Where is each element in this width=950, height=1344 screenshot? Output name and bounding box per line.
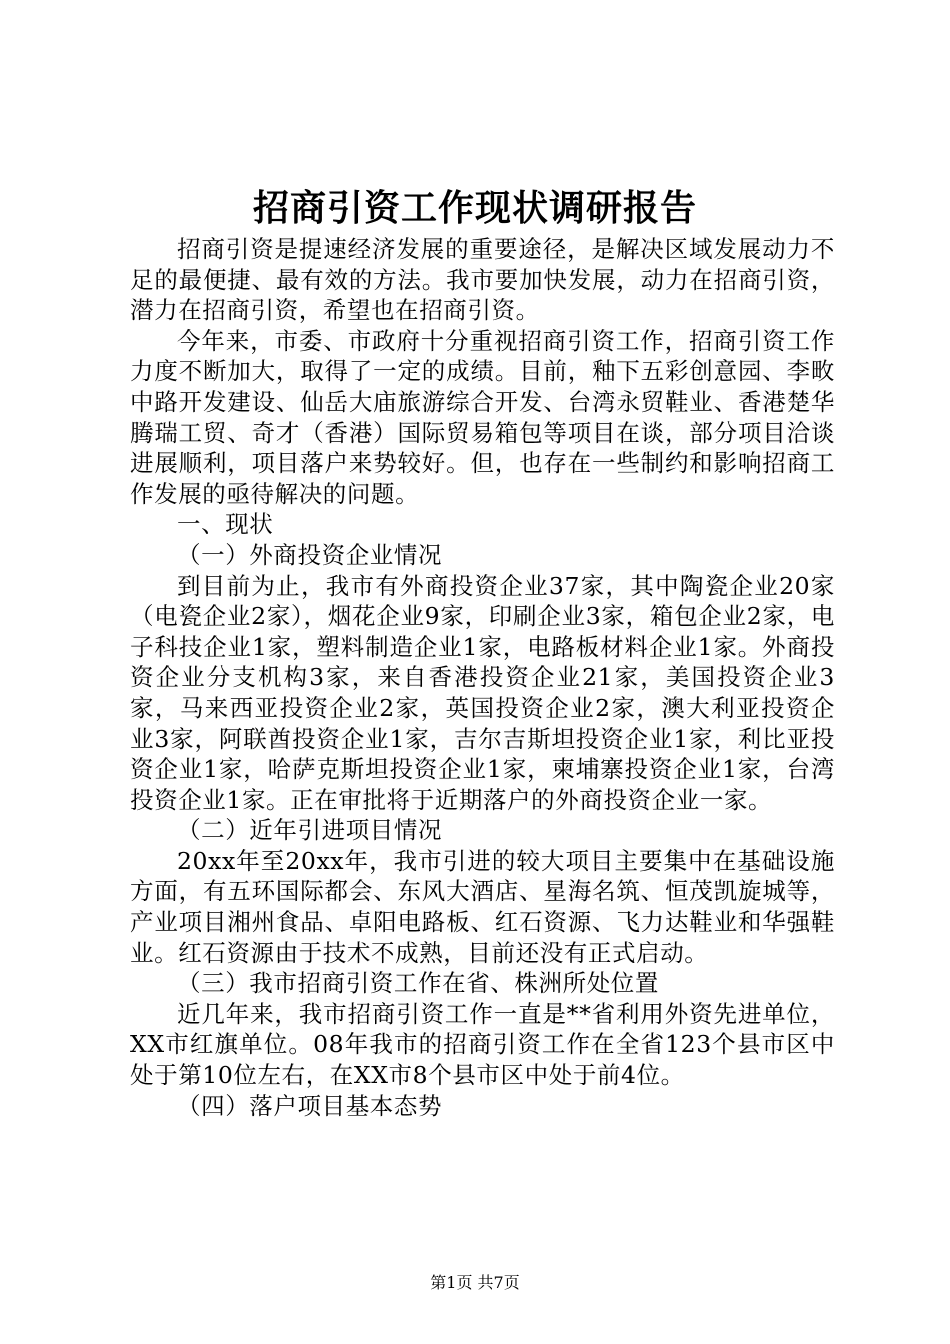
document-body [130,234,835,1121]
subsection-heading-ranking: （三）我市招商引资工作在省、株洲所处位置 [177,969,659,998]
page-number-footer: 第1页 共7页 [430,1273,520,1292]
paragraph-overview: 今年来，市委、市政府十分重视招商引资工作，招商引资工作力度不断加大，取得了一定的成绩。目前，釉下五彩创意园、李畋中路开发建设、仙岳大庙旅游综合开发、台湾永贸鞋业、香港楚华腾瑞工贸、奇才（香港）国际贸易箱包等项目在谈，部分项目洽谈进展顺利，项目落户来势较好。但，也存在一些制约和影响招商工作发展的亟待解决的问题。 [130,326,835,508]
paragraph-recent-projects: 20xx年至20xx年，我市引进的较大项目主要集中在基础设施方面，有五环国际都会、东风大酒店、星海名筑、恒茂凯旋城等，产业项目湘州食品、卓阳电路板、红石资源、飞力达鞋业和华强鞋业。红石资源由于技术不成熟，目前还没有正式启动。 [130,846,835,967]
section-heading-status: 一、现状 [177,510,274,539]
document-title: 招商引资工作现状调研报告 [252,187,697,229]
subsection-heading-recent-projects: （二）近年引进项目情况 [177,816,443,845]
paragraph-ranking: 近几年来，我市招商引资工作一直是**省利用外资先进单位，XX市红旗单位。08年我市的招商引资工作在全省123个县市区中处于第10位左右，在XX市8个县市区中处于前4位。 [130,999,835,1090]
paragraph-intro: 招商引资是提速经济发展的重要途径，是解决区域发展动力不足的最便捷、最有效的方法。我市要加快发展，动力在招商引资，潜力在招商引资，希望也在招商引资。 [130,235,835,325]
subsection-heading-project-status: （四）落户项目基本态势 [177,1091,443,1120]
paragraph-foreign-enterprises: 到目前为止，我市有外商投资企业37家，其中陶瓷企业20家（电瓷企业2家），烟花企业9家，印刷企业3家，箱包企业2家，电子科技企业1家，塑料制造企业1家，电路板材料企业1家。外商投资企业分支机构3家，来自香港投资企业21家，美国投资企业3家，马来西亚投资企业2家，英国投资企业2家，澳大利亚投资企业3家，阿联酋投资企业1家，吉尔吉斯坦投资企业1家，利比亚投资企业1家，哈萨克斯坦投资企业1家，柬埔寨投资企业1家，台湾投资企业1家。正在审批将于近期落户的外商投资企业一家。 [130,571,835,814]
subsection-heading-foreign-enterprises: （一）外商投资企业情况 [177,540,443,569]
